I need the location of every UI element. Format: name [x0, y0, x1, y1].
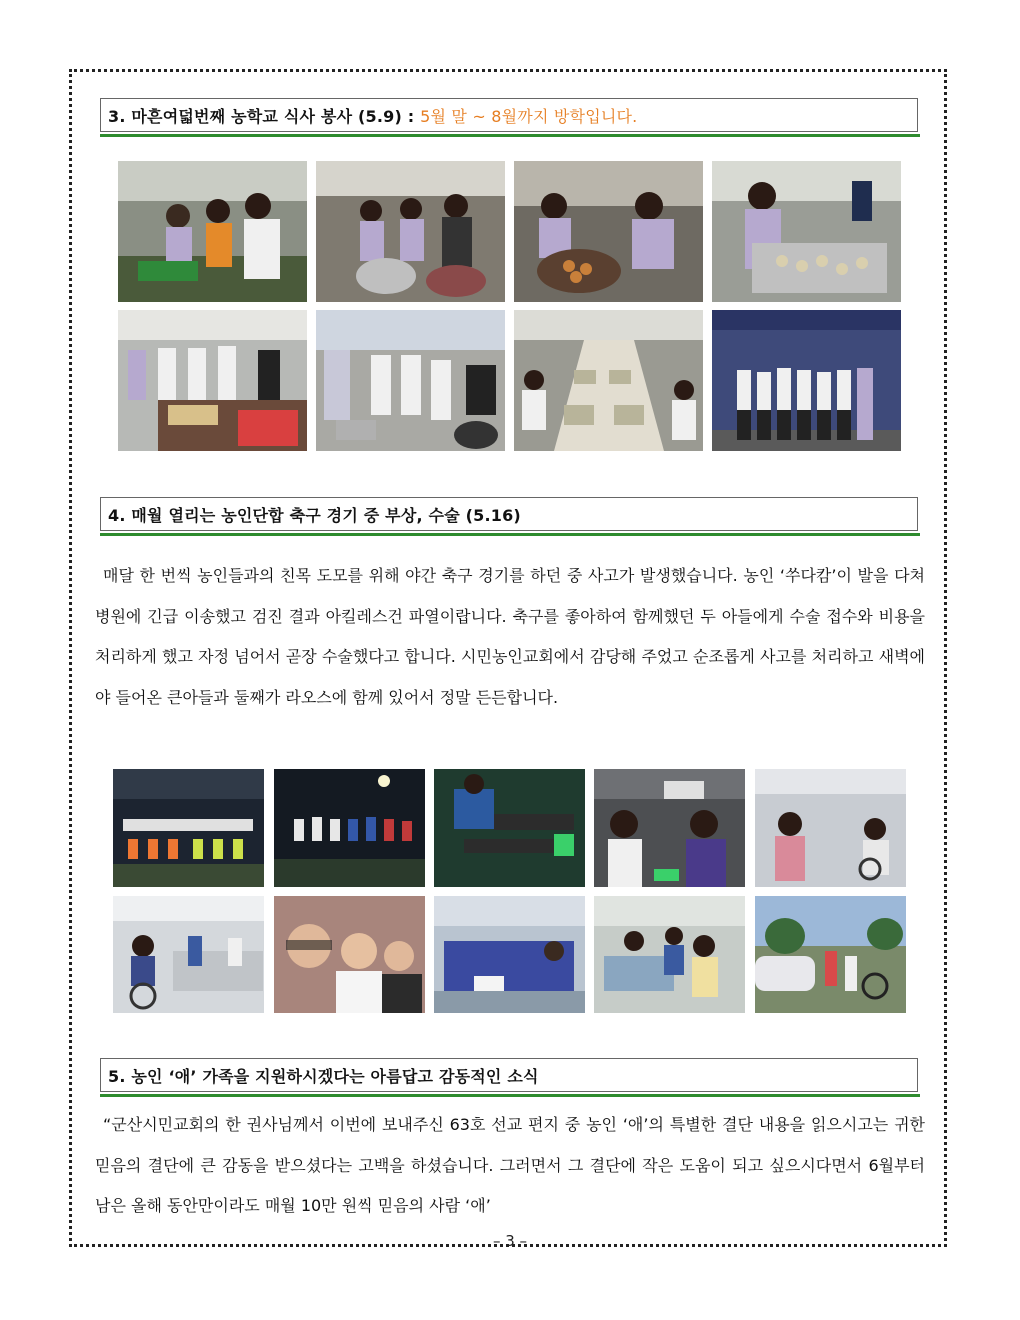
section-4-body — [95, 556, 925, 718]
photo-discharge — [755, 896, 906, 1013]
photo-cooking-1 — [118, 161, 307, 302]
section-3-note: 5월 말 ~ 8월까지 방학입니다. — [420, 107, 638, 126]
photo-ambulance — [594, 769, 745, 887]
photo-group — [712, 310, 901, 451]
section-5-text: “군산시민교회의 한 권사님께서 이번에 보내주신 63호 선교 편지 중 농인 ‘애’의 특별한 결단 내용을 읽으시고는 귀한 믿음의 결단에 큰 감동을 받으셨다는 고백을 하셨습니다. 그러면서 그 결단에 작은 도움이 되고 싶으시다면서 6월부터 남은 올해 동안만이라도 매월 10만 원씩 믿음의 사람 ‘애’ — [95, 1115, 925, 1215]
section-4-heading — [100, 497, 920, 533]
photo-serving-2 — [316, 310, 505, 451]
photo-cooking-2 — [316, 161, 505, 302]
section-4-title: 4. 매월 열리는 농인단합 축구 경기 중 부상, 수술 (5.16) — [108, 506, 521, 525]
section-3-title: 3. 마흔여덟번째 농학교 식사 봉사 (5.9) : — [108, 107, 421, 126]
photo-patient-bed — [434, 896, 585, 1013]
photo-serving-1 — [118, 310, 307, 451]
photo-soccer-team-2 — [274, 769, 425, 887]
photo-cooking-4 — [712, 161, 901, 302]
section-4-text: 매달 한 번씩 농인들과의 친목 도모를 위해 야간 축구 경기를 하던 중 사고가 발생했습니다. 농인 ‘쑤다캄’이 발을 다쳐 병원에 긴급 이송했고 검진 결과 아킬레스건 파열이랍니다. 축구를 좋아하여 함께했던 두 아들에게 수술 접수와 비용을 처리하게 했고 자정 넘어서 곧장 수술했다고 합니다. 시민농인교회에서 감당해 주었고 순조롭게 사고를 처리하고 새벽에야 들어온 큰아들과 둘째가 라오스에 함께 있어서 정말 든든합니다. — [95, 566, 925, 707]
photo-hospital-desk — [113, 896, 264, 1013]
section-5-body — [95, 1105, 925, 1227]
photo-hospital-lobby — [755, 769, 906, 887]
photo-soccer-team-1 — [113, 769, 264, 887]
section-5-heading — [100, 1058, 920, 1094]
photo-injured-player — [434, 769, 585, 887]
page-number: – 3 – — [492, 1232, 528, 1250]
photo-cooking-3 — [514, 161, 703, 302]
photo-hospital-room — [594, 896, 745, 1013]
photo-meal-table — [514, 310, 703, 451]
section-3-heading — [100, 98, 920, 134]
photo-selfie — [274, 896, 425, 1013]
section-5-title: 5. 농인 ‘애’ 가족을 지원하시겠다는 아름답고 감동적인 소식 — [108, 1067, 539, 1086]
